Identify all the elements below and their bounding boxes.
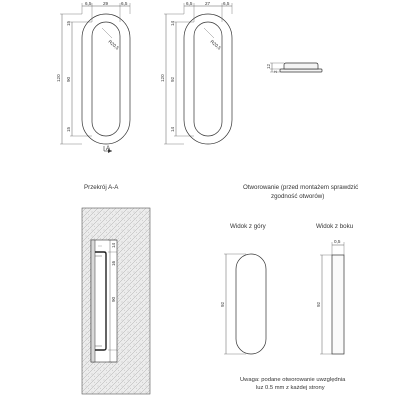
- note-line-2: luz 0.5 mm z każdej strony: [256, 385, 325, 391]
- back-dim-top-2: 27: [205, 0, 211, 6]
- back-dim-inner: 92: [170, 76, 175, 82]
- opening-top-outline: [236, 254, 266, 354]
- side-profile-flange: [280, 69, 322, 72]
- front-inner-recess: [92, 22, 120, 136]
- opening-side-outline: [332, 255, 344, 354]
- front-dim-top-3: 6,5: [121, 0, 128, 6]
- front-dim-left-top: 15: [66, 20, 71, 26]
- opening-side-view: [320, 242, 344, 354]
- back-dim-radius: R20,5: [209, 38, 222, 51]
- side-dim-flange: 2: [273, 70, 278, 73]
- opening-top-dim: 92: [220, 301, 225, 307]
- opening-side-width-dim: 0,5: [334, 239, 341, 244]
- view-side-label: Widok z boku: [316, 223, 354, 230]
- back-dim-top-3: 6,5: [223, 0, 230, 6]
- side-dim-height: 12: [266, 63, 271, 69]
- back-dim-total: 120: [160, 74, 165, 82]
- cross-section-view: [82, 208, 150, 394]
- cross-section-title: Przekrój A-A: [84, 184, 119, 191]
- front-dim-left-bottom: 15: [66, 126, 71, 132]
- opening-side-height-dim: 92: [316, 301, 321, 307]
- front-dim-radius: R20,5: [107, 38, 120, 51]
- opening-title-line-2: zgodność otworów): [271, 193, 325, 200]
- front-dim-inner: 90: [66, 76, 71, 82]
- back-view-dimensions: [160, 1, 230, 132]
- opening-title-line-1: Otworowanie (przed montażem sprawdzić: [243, 184, 359, 191]
- back-outer-outline: [184, 14, 232, 144]
- section-dim-3: 90: [111, 296, 116, 302]
- back-dim-left-bottom: 14: [170, 126, 175, 132]
- note-line-1: Uwaga: podane otworowanie uwzględnia: [240, 377, 346, 383]
- front-outer-outline: [82, 14, 130, 144]
- front-dim-top-2: 29: [103, 0, 109, 6]
- view-top-label: Widok z góry: [230, 223, 266, 230]
- back-dim-left-top: 14: [170, 20, 175, 26]
- back-dim-top-1: 6,5: [186, 0, 193, 6]
- section-dim-2: 16: [111, 260, 116, 266]
- handle-flange: [91, 240, 95, 362]
- front-dim-top-1: 6,5: [85, 0, 92, 6]
- back-inner-recess: [194, 22, 222, 136]
- section-dim-1: 14: [111, 242, 116, 248]
- opening-top-view: [224, 254, 266, 354]
- side-profile-body: [284, 63, 318, 69]
- section-marker-label: A: [106, 145, 111, 152]
- front-dim-total: 120: [56, 74, 61, 82]
